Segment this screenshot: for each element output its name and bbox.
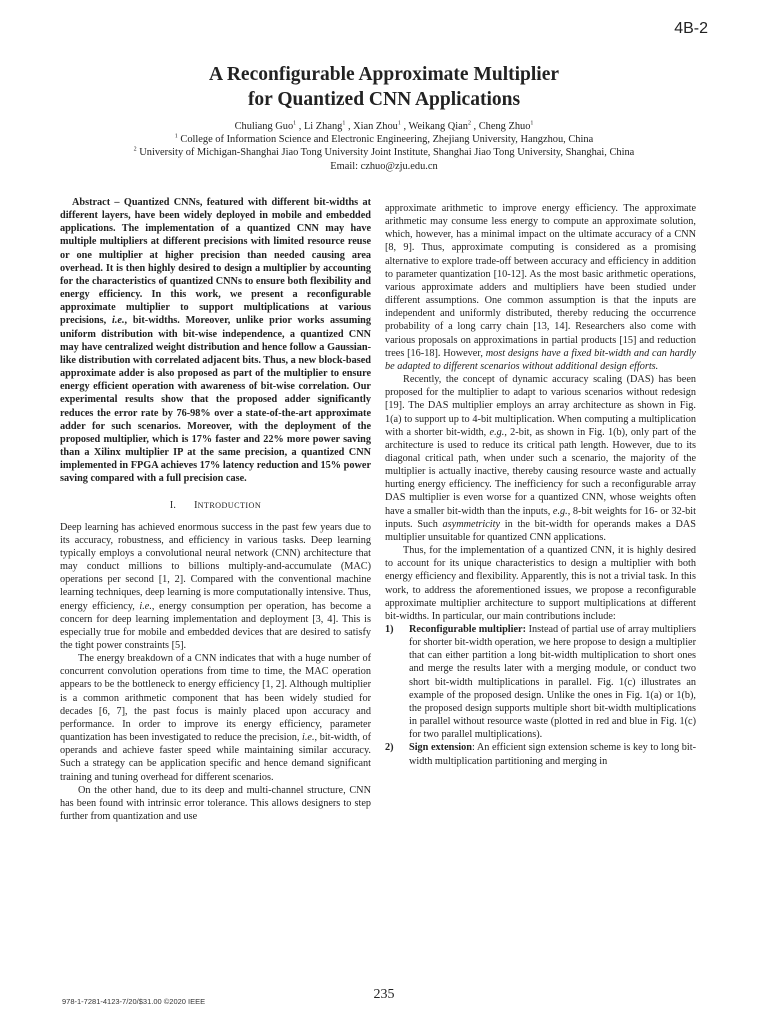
session-label: 4B-2 bbox=[674, 20, 708, 37]
affiliation-2: $^2$ University of Michigan-Shanghai Jiao Tong University Joint Institute, Shanghai Jiao Tong University, Shanghai, China bbox=[133, 146, 635, 159]
intro-paragraph-1: Deep learning has achieved enormous success in the past few years due to its accuracy, robustness, and efficiency in various tasks. Deep learning typically employs a convolutional neural network (CNN) architecture that may conduct millions to billions multiply-and-accumulate (MAC) operations per second [1, 2]. Compared with the conventional machine learning techniques, deep learning is more computationally intensive. Thus, energy efficiency, i.e., energy consumption per operation, has become a concern for deep learning implementation and deployment [3, 4]. This is especially true for mobile and embedded devices that are desired to satisfy the tight power constraints [5]. bbox=[60, 521, 371, 651]
paper-title bbox=[0, 62, 768, 112]
author-names: Chuliang Guo$^1$ , Li Zhang$^1$ , Xian Zhou$^1$ , Weikang Qian$^2$ , Cheng Zhuo$^1$ bbox=[234, 120, 534, 132]
abstract: Abstract – Quantized CNNs, featured with different bit-widths at different layers, have been widely deployed in mobile and embedded applications. The implementation of a quantized CNN may have multiple multipliers at different precisions with limited resource reuse or one multiplier at higher precision than needed causing area overhead. It is then highly desired to design a multiplier by accounting for the characteristics of quantized CNNs to ensure both flexibility and energy efficiency. In this work, we present a reconfigurable approximate multiplier to support multiplications at various precisions, i.e., bit-widths. Moreover, unlike prior works assuming uniform distribution with bit-wise independence, a quantized CNN may have centralized weight distribution and hence follow a Gaussian-like distribution with correlated adjacent bits. Thus, a new block-based approximate adder is also proposed as part of the multiplier to ensure energy efficient operation with awareness of bit-wise correlation. Our experimental results show that the proposed adder significantly reduces the error rate by 76-98% over a state-of-the-art approximate adder for such scenarios. Moreover, with the deployment of the proposed multiplier, which is 17% faster and 22% more power saving than a Xilinx multiplier IP at the same precision, a quantized CNN implemented in FPGA achieves 17% latency reduction and 15% power saving compared with a full precision case. bbox=[60, 197, 371, 485]
title-line-1: A Reconfigurable Approximate Multiplier bbox=[208, 64, 560, 85]
author-email: Email: czhuo@zju.edu.cn bbox=[330, 160, 438, 172]
page-number: 235 bbox=[373, 987, 395, 1002]
intro-paragraph-6: Thus, for the implementation of a quantized CNN, it is highly desired to account for its unique characteristics to design a multiplier with both energy efficiency and flexibility. Apparently, this is not a trivial task. In this work, to address the aforementioned issues, we propose a reconfigurable approximate multiplier architecture to support multiplications at different bit-widths. In particular, our main contributions include: bbox=[385, 545, 696, 622]
intro-paragraph-2: The energy breakdown of a CNN indicates that with a huge number of concurrent convolution operations from time to time, the MAC operation appears to be the bottleneck to energy efficiency [1, 2]. Although multiplier is a common arithmetic component that has been widely studied for decades [6, 7], the past focus is mainly placed upon accuracy and performance. In order to improve its energy efficiency, parameter quantization has been investigated to reduce the precision, i.e., bit-width, of operands and achieve faster speed while maintaining similar accuracy. Such a strategy can be application specific and hence demand significant training and tuning overhead for different scenarios. bbox=[60, 653, 371, 783]
intro-paragraph-5: Recently, the concept of dynamic accuracy scaling (DAS) has been proposed for the multiplier to adapt to various scenarios without redesign [19]. The DAS multiplier employs an array architecture as shown in Fig. 1(a) to support up to 4-bit multiplication. When computing a multiplication with a shorter bit-width, e.g., 2-bit, as shown in Fig. 1(b), only part of the architecture is used to reduce its critical path length. However, due to its diagonal critical path, when under such a scenario, the majority of the multiplier is actually inactive, thereby causing resource waste and actually hurting energy efficiency. The inefficiency for such a reconfigurable array DAS multiplier is even worse for a quantized CNN, whose weights often have a smaller bit-width than the inputs, e.g., 8-bit weights for 16- or 32-bit inputs. Such asymmetricity in the bit-width for operands makes a DAS multiplier unsuitable for quantized CNN applications. bbox=[385, 374, 696, 543]
contribution-item: 1) Reconfigurable multiplier: Instead of partial use of array multipliers for shorter bit-width operation, we here propose to design a multiplier that can either partition a long bit-width multiplication to short ones and merge the results later with a merging module, or conduct two short bit-width multiplications in parallel. Fig. 1(c) illustrates an example of the proposed design. Unlike the ones in Fig. 1(a) or 1(b), the proposed design supports multiple short bit-width multiplications in parallel without resource waste (plotted in red and blue in Fig. 1(c) for two parallel multiplications). bbox=[385, 624, 696, 741]
intro-paragraph-4: approximate arithmetic to improve energy efficiency. The approximate arithmetic may consume less energy to compute an approximate solution, which, however, has a minimal impact on the ultimate accuracy of a CNN [8, 9]. Thus, approximate computing is considered as a promising alternative to explore trade-off between accuracy and efficiency in addition to parameter quantization [10-12]. As the most basic arithmetic operations, various approximate adders and multipliers have been studied under different assumptions. One common assumption is that the inputs are independent and uniformly distributed, thereby reducing the occurrence probability of a long carry chain [13, 14]. Researchers also come with various proposals on approximations in partial products [15] and reduction trees [16-18]. However, most designs have a fixed bit-width and can hardly be adapted to different scenarios without additional design efforts. bbox=[385, 203, 696, 372]
left-column bbox=[60, 196, 371, 823]
contribution-item: 2) Sign extension: An efficient sign extension scheme is key to long bit-width multiplication partitioning and merging in bbox=[385, 742, 696, 767]
author-block bbox=[0, 120, 768, 173]
right-column bbox=[385, 202, 696, 768]
affiliation-1: $^1$ College of Information Science and Electronic Engineering, Zhejiang University, Hangzhou, China bbox=[174, 133, 594, 146]
copyright-footer: 978-1-7281-4123-7/20/$31.00 ©2020 IEEE bbox=[62, 997, 206, 1006]
section-heading-introduction: I. INTRODUCTION bbox=[169, 500, 262, 512]
title-line-2: for Quantized CNN Applications bbox=[247, 89, 521, 110]
intro-paragraph-3: On the other hand, due to its deep and multi-channel structure, CNN has been found with intrinsic error tolerance. This allows designers to step further from quantization and use bbox=[60, 784, 371, 823]
